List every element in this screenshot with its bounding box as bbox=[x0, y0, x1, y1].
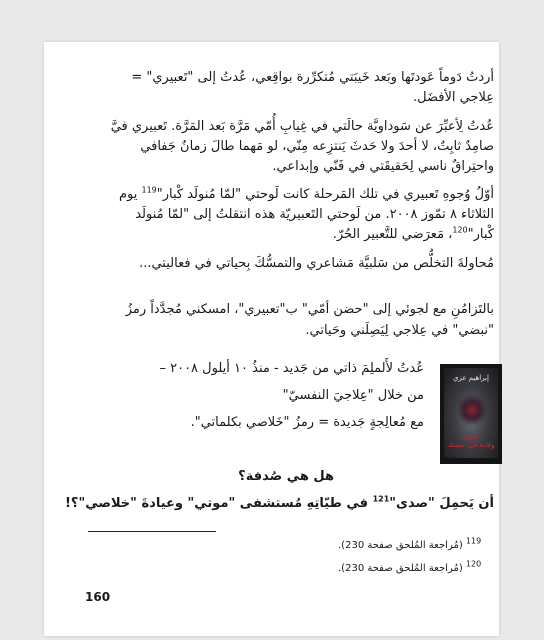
footnote-120-text: (مُراجعة المُلحق صفحة 230). bbox=[338, 563, 466, 574]
paragraph-3-line-3 bbox=[333, 225, 494, 245]
page-number: 160 bbox=[85, 590, 111, 604]
paragraph-2-line-1: عُدتُ لِأعبِّرَ عن سَوداويَّة حالَتي في غِيابِ أُمّي مَرَّة بَعد المَرَّة. تَعبيري فيَّ bbox=[110, 119, 494, 134]
paragraph-3-line-1 bbox=[119, 185, 494, 205]
paragraph-2-line-2: صامِدٌ ثابِتٌ، لا أحدَ ولا حَدثَ يَنتزِعه مِنّي، لو مَهما طالَ زمانٌ جَفافي bbox=[140, 139, 494, 154]
book-cover-figure bbox=[458, 394, 486, 426]
book-cover-subtitle bbox=[444, 434, 498, 450]
footnote-120-number: 120 bbox=[465, 559, 482, 569]
paragraph-5-line-2: "نبضي" في عِلاجي لِيَصِلَني وحَياتي. bbox=[305, 323, 494, 338]
paragraph-6-line-3: مع مُعالِجةٍ جَديدة = رمزُ "خَلاصي بكلماتي". bbox=[190, 415, 424, 430]
closing-line-start: أن يَحمِلَ "صدى" bbox=[389, 496, 494, 511]
paragraph-3-line-3-text: كْبار" bbox=[467, 227, 494, 242]
closing-line bbox=[65, 494, 494, 514]
paragraph-4: مُحاولةَ التخلُّص من سَلبيَّة مَشاعري والتمسُّكَ بِحياتي في فعاليتي... bbox=[139, 256, 494, 271]
book-cover-subtitle-line-2: ولادة في حضنك bbox=[447, 442, 495, 449]
footnote-119 bbox=[338, 536, 482, 551]
paragraph-1-line-2: عِلاجي الأفضَل. bbox=[412, 90, 494, 105]
footnote-119-number: 119 bbox=[465, 536, 482, 546]
footnote-119-text: (مُراجعة المُلحق صفحة 230). bbox=[338, 540, 466, 551]
paragraph-2-line-3: واحتِراقٌ ناسي لِحَقيقَتي في فَنّي وإبداعي. bbox=[272, 159, 494, 174]
footnote-ref-121[interactable]: 121 bbox=[372, 494, 390, 504]
book-cover-title: إبراهيم عزي bbox=[453, 374, 489, 382]
paragraph-3-line-2: الثلاثاء ٨ تمّوز ٢٠٠٨. من لَوحتي التَعبيريّة هذه انتقلتُ إلى "لمّا مُنولَد bbox=[135, 207, 494, 222]
footnote-ref-119[interactable]: 119 bbox=[141, 185, 157, 195]
paragraph-5-line-1: بالتَزامُنِ مع لجوئي إلى "حضن أمّي" ب"تعبيري"، امسكني مُجدَّداً رمزُ bbox=[125, 302, 494, 317]
book-cover-image bbox=[440, 364, 502, 464]
paragraph-3-line-1-end: يوم bbox=[118, 187, 142, 202]
question-heading: هل هي صُدفة؟ bbox=[238, 469, 334, 484]
paragraph-1-line-1: أردتُ دَوماً عَودتَها وبَعد خَيبَتي مُتكرِّرة بواقِعي، عُدتُ إلى "تَعبيري" = bbox=[131, 70, 494, 85]
book-cover-artwork bbox=[444, 368, 498, 458]
paragraph-6-line-2: من خلال "عِلاجيَ النفسيّ" bbox=[282, 388, 424, 403]
closing-line-end: في طيّاتِهِ مُستشفى "موتي" وعيادةَ "خلاصي"؟! bbox=[64, 496, 373, 511]
footnote-120 bbox=[338, 559, 482, 574]
paragraph-3-line-3-end: ، مَعرَضي للتَّعبير الحُرّ. bbox=[332, 227, 453, 242]
footnote-divider bbox=[88, 531, 216, 532]
paragraph-6-line-1: عُدتُ لأَلملِمَ ذاتي من جَديد - منذُ ١٠ أيلول ٢٠٠٨ – bbox=[159, 361, 424, 376]
paragraph-3-line-1-text: أوّلُ وُجوهِ تَعبيري في تلك المَرحلة كانت لَوحتي "لمّا مُنولَد كْبار" bbox=[156, 187, 494, 202]
footnote-ref-120[interactable]: 120 bbox=[452, 225, 468, 235]
book-cover-subtitle-line-1: أجمل bbox=[463, 434, 479, 441]
